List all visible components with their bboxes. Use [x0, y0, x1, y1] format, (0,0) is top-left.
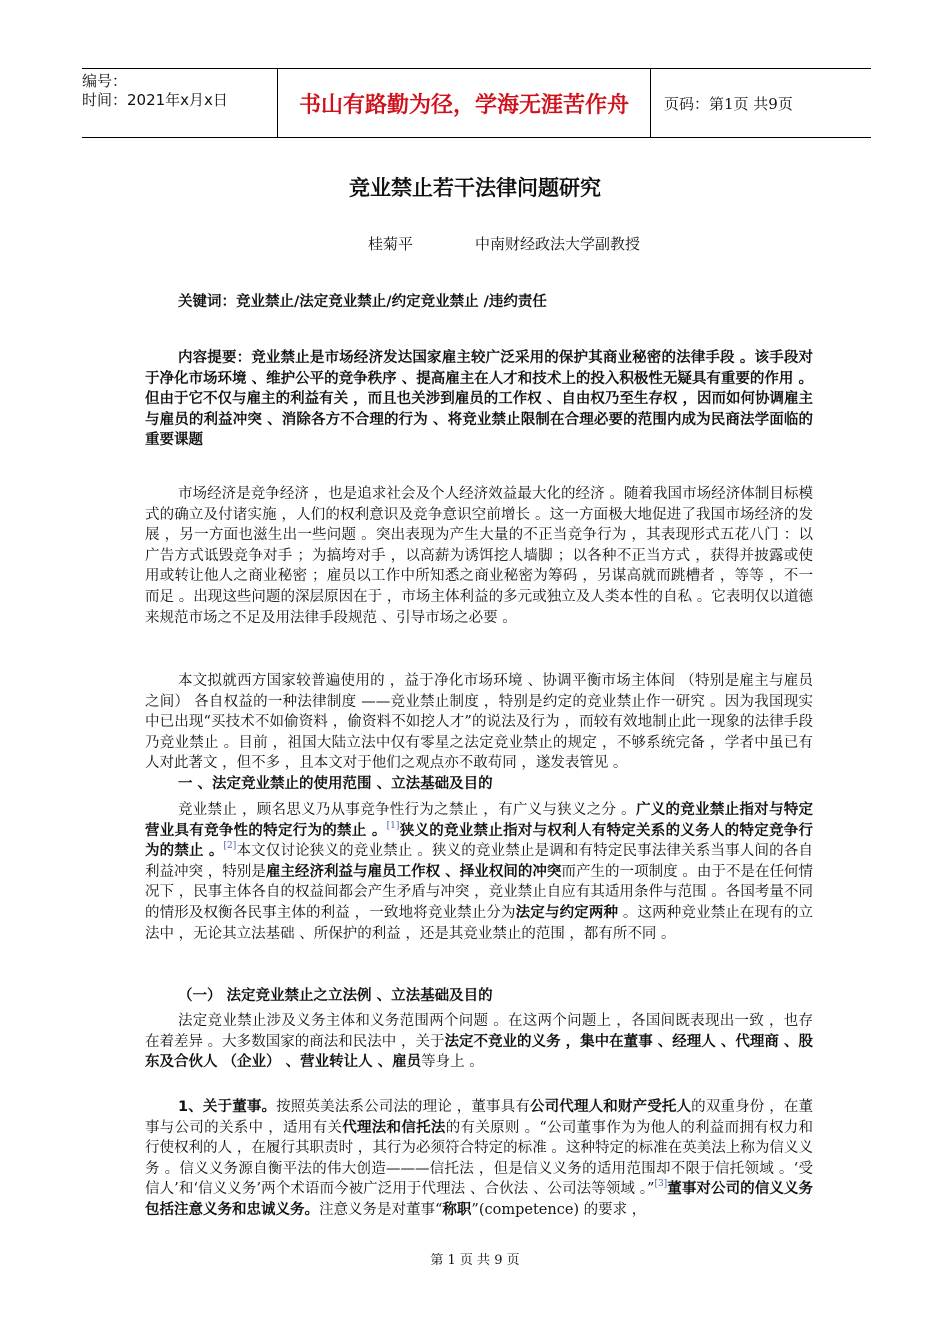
bold-run: 称职	[442, 1201, 472, 1218]
page-title: 竞业禁止若干法律问题研究	[349, 176, 601, 200]
header-meta-cell	[82, 69, 278, 137]
page-footer: 第 1 页 共 9 页	[430, 1253, 520, 1268]
text-run: 本文仅讨论狭义的竞业禁止 。狭义的竞业禁止是调和有特定民事法律关系当事人间的各自利益冲突 ，特别是	[145, 843, 813, 880]
text-run: 注意义务是对董事“	[319, 1201, 443, 1218]
motto: 书山有路勤为径，学海无涯苦作舟	[278, 69, 651, 137]
keywords: 关键词：竞业禁止/法定竞业禁止/约定竞业禁止 /违约责任	[178, 294, 547, 310]
bold-run: 代理法和信托法	[342, 1119, 446, 1136]
text-run: 的有关原则 。“公司董事作为为他人的利益而拥有权力和行使权利的人 ，在履行其职责时 ，其行为必须符合特定的标准 。这种特定的标准在英美法上称为信义义务 。信义义务源自衡平法的伟大创造———信托法 ，但是信义义务的适用范围却不限于信托领域 。‘受信人’和‘信义义务’两个术语而今被广泛用于代理法 、合伙法 、公司法等领域 。”	[145, 1119, 814, 1198]
bold-run: 雇主经济利益与雇员工作权 、择业权间的冲突	[265, 863, 562, 880]
text-run: ”(competence) 的要求 ，	[471, 1201, 647, 1218]
footnote-ref[interactable]: [1]	[386, 820, 400, 831]
paragraph-2: 本文拟就西方国家较普遍使用的 ，益于净化市场环境 、协调平衡市场主体间 （特别是雇主与雇员之间） 各自权益的一种法律制度 ——竞业禁止制度 ，特别是约定的竞业禁止作一研究 。因为我国现实中已出现“买技术不如偷资料 ，偷资料不如挖人才”的说法及行为 ，而较有效地制止此一现象的法律手段乃竞业禁止 。目前 ，祖国大陆立法中仅有零星之法定竞业禁止的规定 ，不够系统完备 ，学者中虽已有人对此著文 ，但不多 ，且本文对于他们之观点亦不敢苟同 ，遂发表管见 。	[145, 673, 813, 772]
bold-run: 广义的竞业禁止指对与特定营业具有竞争性的特定行为的禁止 。	[145, 802, 814, 839]
section-heading-1: 一 、法定竞业禁止的使用范围 、立法基础及目的	[178, 776, 493, 792]
bold-run: 法定不竞业的义务 ，集中在董事 、经理人 、代理商 、股东及合伙人 （企业） 、营业转让人 、雇员	[145, 1033, 813, 1071]
paragraph-4	[145, 1011, 813, 1073]
section-heading-2: （一） 法定竞业禁止之立法例 、立法基础及目的	[178, 988, 493, 1004]
bold-run: 法定与约定两种	[515, 904, 619, 921]
document-header	[82, 68, 871, 138]
author-name: 桂菊平	[368, 235, 414, 253]
footnote-ref[interactable]: [3]	[654, 1179, 668, 1190]
bold-run: 1、关于董事。	[178, 1099, 277, 1115]
author-line	[368, 233, 640, 254]
paragraph-3	[145, 800, 813, 944]
text-run: 等身上 。	[421, 1054, 484, 1071]
text-run: 竞业禁止 ，顾名思义乃从事竞争性行为之禁止 ，有广义与狭义之分 。	[178, 802, 636, 818]
footnote-ref[interactable]: [2]	[223, 841, 237, 852]
time-label: 时间：2021年x月x日	[82, 91, 228, 109]
author-affiliation: 中南财经政法大学副教授	[475, 235, 641, 253]
bold-run: 狭义的竞业禁止指对与权利人有特定关系的义务人的特定竞争行为的禁止 。	[145, 822, 814, 860]
text-run: 。这两种竞业禁止在现有的立法中 ，无论其立法基础 、所保护的利益 ，还是其竞业禁止的范围 ，都有所不同 。	[145, 904, 814, 942]
text-run: 而产生的一项制度 。由于不是在任何情况下 ，民事主体各自的权益间都会产生矛盾与冲突 ，竞业禁止自应有其适用条件与范围 。各国考量不同的情形及权衡各民事主体的利益 ，一致地将竞业禁止分为	[145, 863, 814, 921]
page-info: 页码：第1页 共9页	[664, 94, 793, 113]
number-label: 编号：	[82, 72, 128, 90]
abstract: 内容提要：竞业禁止是市场经济发达国家雇主较广泛采用的保护其商业秘密的法律手段 。该手段对于净化市场环境 、维护公平的竞争秩序 、提高雇主在人才和技术上的投入积极性无疑具有重要的作用 。但由于它不仅与雇主的利益有关 ，而且也关涉到雇员的工作权 、自由权乃至生存权 ，因而如何协调雇主与雇员的利益冲突 、消除各方不合理的行为 、将竞业禁止限制在合理必要的范围内成为民商法学面临的重要课题	[145, 350, 813, 449]
text-run: 按照英美法系公司法的理论 ，董事具有	[276, 1099, 530, 1115]
paragraph-5	[145, 1097, 813, 1221]
text-run: 的双重身份 ，在董事与公司的关系中 ，适用有关	[145, 1099, 813, 1136]
text-run: 法定竞业禁止涉及义务主体和义务范围两个问题 。在这两个问题上 ，各国间既表现出一致 ，也存在着差异 。大多数国家的商法和民法中 ，关于	[145, 1013, 813, 1050]
bold-run: 董事对公司的信义义务包括注意义务和忠诚义务。	[145, 1181, 813, 1218]
paragraph-1: 市场经济是竞争经济 ，也是追求社会及个人经济效益最大化的经济 。随着我国市场经济体制目标模式的确立及付诸实施 ，人们的权利意识及竞争意识空前增长 。这一方面极大地促进了我国市场经济的发展 ，另一方面也滋生出一些问题 。突出表现为产生大量的不正当竞争行为 ，其表现形式五花八门 ：以广告方式诋毁竞争对手 ；为搞垮对手 ，以高薪为诱饵挖人墙脚 ；以各种不正当方式 ，获得并披露或使用或转让他人之商业秘密 ；雇员以工作中所知悉之商业秘密为筹码 ，另谋高就而跳槽者 ，等等 ，不一而足 。出现这些问题的深层原因在于 ，市场主体利益的多元或独立及人类本性的自私 。它表明仅以道德来规范市场之不足及用法律手段规范 、引导市场之必要 。	[145, 486, 813, 626]
bold-run: 公司代理人和财产受托人	[530, 1099, 692, 1115]
